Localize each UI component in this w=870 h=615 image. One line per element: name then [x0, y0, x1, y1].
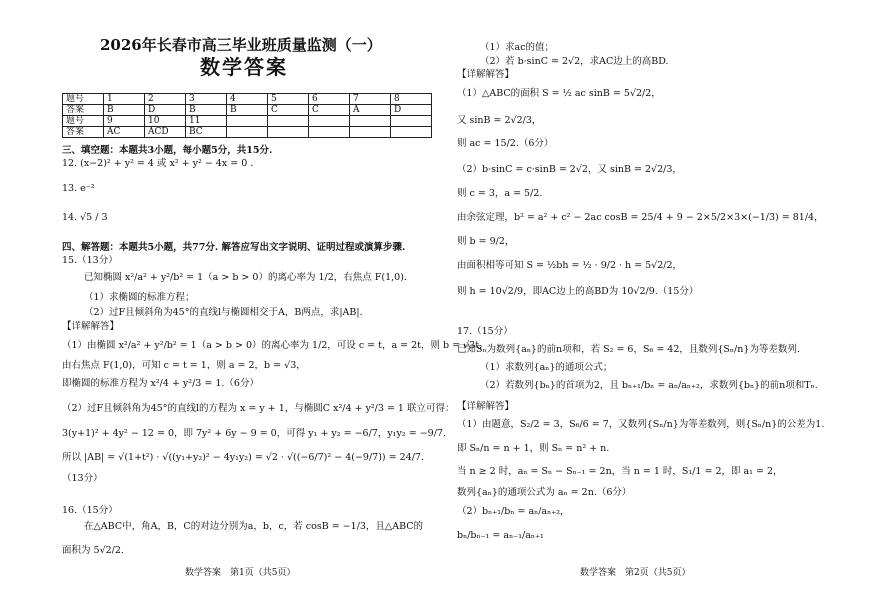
q17-step3: 当 n ≥ 2 时，aₙ = Sₙ − Sₙ₋₁ = 2n，当 n = 1 时，S₁/1 = 2，即 a₁ = 2，: [457, 466, 783, 477]
answer-table-cell: A: [350, 105, 391, 116]
q15-step3: 即椭圆的标准方程为 x²/4 + y²/3 = 1.（6分）: [62, 378, 259, 389]
answer-table-cell: D: [145, 105, 186, 116]
q17-step5: （2）bₙ₊₁/bₙ = aₙ/aₙ₊₂，: [457, 506, 570, 517]
answer-13: 13. e⁻²: [62, 183, 95, 194]
answer-table-cell: 7: [350, 94, 391, 105]
answer-table-cell: 8: [391, 94, 432, 105]
q15-step6: 所以 |AB| = √(1+t²) · √((y₁+y₂)² − 4y₁y₂) = √2 · √((−6/7)² − 4(−9/7)) = 24/7.: [62, 452, 424, 463]
answer-table-cell: [391, 127, 432, 138]
q15-step7: （13分）: [62, 473, 103, 484]
answer-table-cell: AC: [104, 127, 145, 138]
answer-table-cell: 1: [104, 94, 145, 105]
detail-label-2: 【详解解答】: [457, 401, 515, 412]
answer-table-row: [63, 94, 432, 105]
solve-header: 四、解答题：本题共5小题，共77分. 解答应写出文字说明、证明过程或演算步骤.: [62, 242, 406, 253]
answer-table-cell: 答案: [63, 127, 104, 138]
q15-step2: 由右焦点 F(1,0)，可知 c = t = 1，则 a = 2，b = √3，: [62, 360, 306, 371]
answer-table-row: [63, 116, 432, 127]
q17-part1: （1）求数列{aₙ}的通项公式；: [480, 362, 613, 373]
answer-table-cell: 题号: [63, 116, 104, 127]
answer-table-cell: 11: [186, 116, 227, 127]
q16-step2: 又 sinB = 2√2/3，: [457, 115, 542, 126]
page-2-footer: 数学答案 第2页（共5页）: [580, 568, 691, 578]
answer-table-cell: [350, 116, 391, 127]
q15-title: 15.（13分）: [62, 255, 118, 266]
q16-step7: 则 b = 9/2，: [457, 236, 515, 247]
q15-step1: （1）由椭圆 x²/a² + y²/b² = 1（a > b > 0）的离心率为 1/2，可设 c = t，a = 2t，则 b = √3t，: [62, 340, 489, 351]
q15-step5: 3(y+1)² + 4y² − 12 = 0，即 7y² + 6y − 9 = 0，可得 y₁ + y₂ = −6/7，y₁y₂ = −9/7.: [62, 428, 446, 439]
q17-step2: 即 Sₙ/n = n + 1，则 Sₙ = n² + n.: [457, 443, 610, 454]
answer-table-cell: B: [186, 105, 227, 116]
answer-table-cell: [227, 116, 268, 127]
detail-label: 【详解解答】: [457, 69, 515, 80]
q16-stem-line2: 面积为 5√2/2.: [62, 545, 124, 556]
answer-table-cell: 5: [268, 94, 309, 105]
q16-step8: 由面积相等可知 S = ½bh = ½ · 9/2 · h = 5√2/2，: [457, 260, 683, 271]
answer-table-cell: 2: [145, 94, 186, 105]
page-2: [435, 0, 870, 615]
answer-14: 14. √5 / 3: [62, 212, 108, 223]
q16-step9: 则 h = 10√2/9，即AC边上的高BD为 10√2/9.（15分）: [457, 286, 699, 297]
answer-table-cell: B: [104, 105, 145, 116]
answer-table-cell: 题号: [63, 94, 104, 105]
answer-table: [62, 93, 432, 138]
document-title: 2026年长春市高三毕业班质量监测（一）: [100, 36, 382, 54]
answer-table-cell: 3: [186, 94, 227, 105]
page-1-footer: 数学答案 第1页（共5页）: [185, 568, 296, 578]
answer-table-cell: [309, 127, 350, 138]
q16-step5: 则 c = 3，a = 5/2.: [457, 188, 543, 199]
answer-table-cell: C: [309, 105, 350, 116]
q15-step4: （2）过F且倾斜角为45°的直线l的方程为 x = y + 1，与椭圆C x²/4 + y²/3 = 1 联立可得：: [62, 403, 455, 414]
q16-step6: 由余弦定理，b² = a² + c² − 2ac cosB = 25/4 + 9 − 2×5/2×3×(−1/3) = 81/4，: [457, 212, 824, 223]
answer-table-cell: [268, 127, 309, 138]
answer-table-cell: 6: [309, 94, 350, 105]
q16-step1: （1）△ABC的面积 S = ½ ac sinB = 5√2/2，: [457, 88, 661, 99]
answer-table-cell: ACD: [145, 127, 186, 138]
q16-stem-line1: 在△ABC中，角A，B，C的对边分别为a，b，c，若 cosB = −1/3，且△ABC的: [84, 521, 424, 532]
q16-step4: （2）b·sinC = c·sinB = 2√2，又 sinB = 2√2/3，: [457, 164, 682, 175]
answer-table-cell: C: [268, 105, 309, 116]
answer-table-cell: 4: [227, 94, 268, 105]
q15-part2: （2）过F且倾斜角为45°的直线l与椭圆相交于A，B两点，求|AB|.: [84, 307, 363, 318]
answer-table-cell: [391, 116, 432, 127]
q16-title: 16.（15分）: [62, 505, 118, 516]
answer-table-cell: 10: [145, 116, 186, 127]
answer-12: 12. (x−2)² + y² = 4 或 x² + y² − 4x = 0 .: [62, 158, 254, 169]
document-subtitle: 数学答案: [200, 55, 288, 79]
answer-table-cell: [309, 116, 350, 127]
answer-table-cell: D: [391, 105, 432, 116]
q17-step1: （1）由题意，S₂/2 = 3，S₆/6 = 7，又数列{Sₙ/n}为等差数列，则{Sₙ/n}的公差为1.: [457, 419, 825, 430]
q16-step3: 则 ac = 15/2.（6分）: [457, 138, 554, 149]
q17-step6: bₙ/bₙ₋₁ = aₙ₋₁/aₙ₊₁: [457, 530, 544, 541]
q16-part2: （2）若 b·sinC = 2√2，求AC边上的高BD.: [480, 56, 669, 67]
q15-stem: 已知椭圆 x²/a² + y²/b² = 1（a > b > 0）的离心率为 1/2，右焦点 F(1,0).: [84, 272, 407, 283]
q17-part2: （2）若数列{bₙ}的首项为2，且 bₙ₊₁/bₙ = aₙ/aₙ₊₂，求数列{bₙ}的前n项和Tₙ.: [480, 380, 818, 391]
fill-in-header: 三、填空题：本题共3小题，每小题5分，共15分.: [62, 145, 273, 156]
q17-stem: 已知Sₙ为数列{aₙ}的前n项和，若 S₂ = 6，S₆ = 42，且数列{Sₙ/n}为等差数列.: [457, 344, 800, 355]
q16-part1: （1）求ac的值；: [480, 42, 555, 53]
answer-table-cell: 答案: [63, 105, 104, 116]
answer-table-cell: 9: [104, 116, 145, 127]
q17-title: 17.（15分）: [457, 326, 513, 337]
answer-table-row: [63, 127, 432, 138]
answer-table-cell: [227, 127, 268, 138]
answer-table-cell: BC: [186, 127, 227, 138]
q17-step4: 数列{aₙ}的通项公式为 aₙ = 2n.（6分）: [457, 487, 632, 498]
answer-table-cell: B: [227, 105, 268, 116]
q15-part1: （1）求椭圆的标准方程；: [84, 292, 195, 303]
detail-label: 【详解解答】: [62, 321, 120, 332]
answer-table-cell: [268, 116, 309, 127]
answer-table-row: [63, 105, 432, 116]
answer-table-cell: [350, 127, 391, 138]
